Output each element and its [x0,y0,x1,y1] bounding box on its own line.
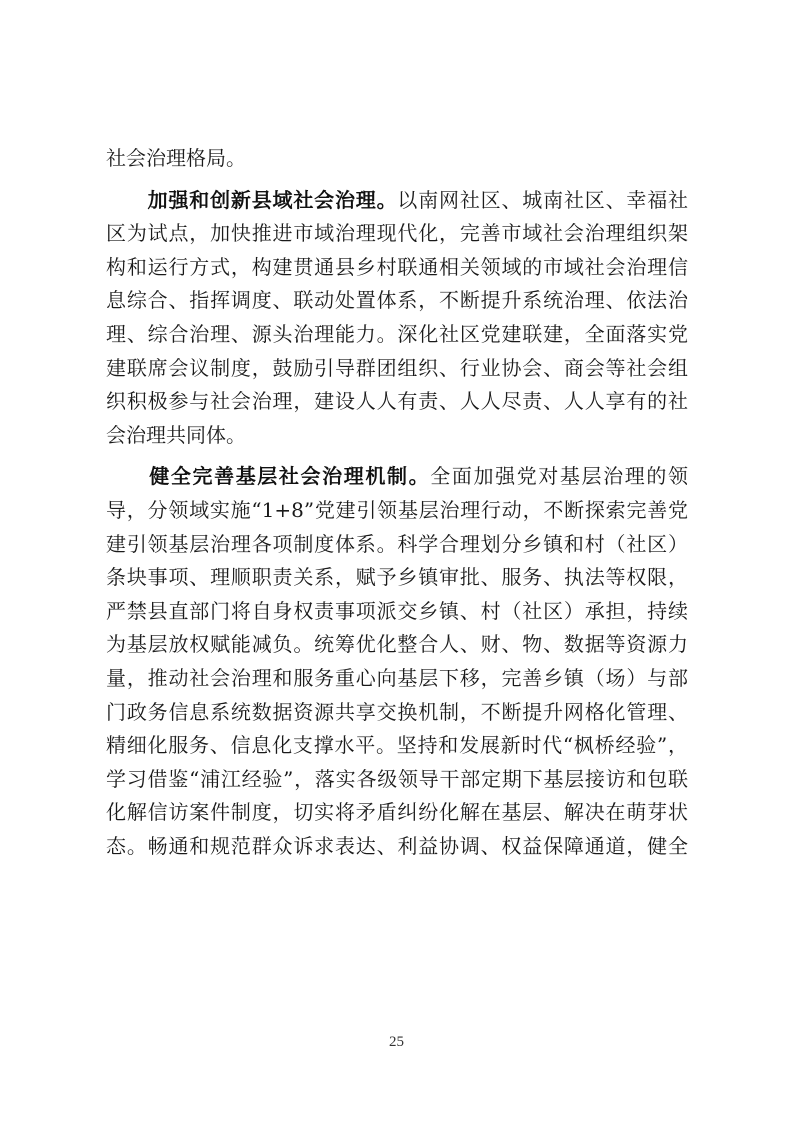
text-line: 化解信访案件制度，切实将矛盾纠纷化解在基层、解决在萌芽状 [106,800,688,825]
text-run: 全面加强党对基层治理的领 [430,464,689,489]
text-line: 导，分领域实施“1+8”党建引领基层治理行动，不断探索完善党 [106,497,688,522]
text-line [106,460,688,494]
body-text [106,142,688,863]
paragraph-county-governance [106,184,688,453]
paragraph-heading: 加强和创新县域社会治理。 [147,187,398,212]
text-line: 会治理共同体。 [106,422,246,447]
text-line: 门政务信息系统数据资源共享交换机制，不断提升网格化管理、 [106,699,688,724]
text-line: 严禁县直部门将自身权责事项派交乡镇、村（社区）承担，持续 [106,598,688,623]
text-run: 以南网社区、城南社区、幸福社 [397,187,689,212]
text-line: 条块事项、理顺职责关系，赋予乡镇审批、服务、执法等权限， [106,565,688,590]
paragraph-grassroots-mechanism [106,460,688,863]
text-line: 建引领基层治理各项制度体系。科学合理划分乡镇和村（社区） [106,531,688,556]
text-line: 学习借鉴“浦江经验”，落实各级领导干部定期下基层接访和包联 [106,766,688,791]
text-line: 理、综合治理、源头治理能力。深化社区党建联建，全面落实党 [106,321,688,346]
text-line: 织积极参与社会治理，建设人人有责、人人尽责、人人享有的社 [106,389,688,414]
text-line: 社会治理格局。 [106,146,246,170]
text-line: 区为试点，加快推进市域治理现代化，完善市域社会治理组织架 [106,221,688,246]
text-line: 量，推动社会治理和服务重心向基层下移，完善乡镇（场）与部 [106,665,688,690]
text-line: 构和运行方式，构建贯通县乡村联通相关领域的市域社会治理信 [106,254,688,279]
page-number: 25 [389,1034,404,1050]
text-line: 建联席会议制度，鼓励引导群团组织、行业协会、商会等社会组 [106,355,688,380]
text-line: 精细化服务、信息化支撑水平。坚持和发展新时代“枫桥经验”， [106,733,688,758]
text-line: 态。畅通和规范群众诉求表达、利益协调、权益保障通道，健全 [106,833,688,858]
paragraph-heading: 健全完善基层社会治理机制。 [149,464,431,489]
paragraph-continuation [106,142,688,176]
text-line [106,184,688,218]
text-line: 息综合、指挥调度、联动处置体系，不断提升系统治理、依法治 [106,288,688,313]
text-line: 为基层放权赋能减负。统筹优化整合人、财、物、数据等资源力 [106,632,688,657]
